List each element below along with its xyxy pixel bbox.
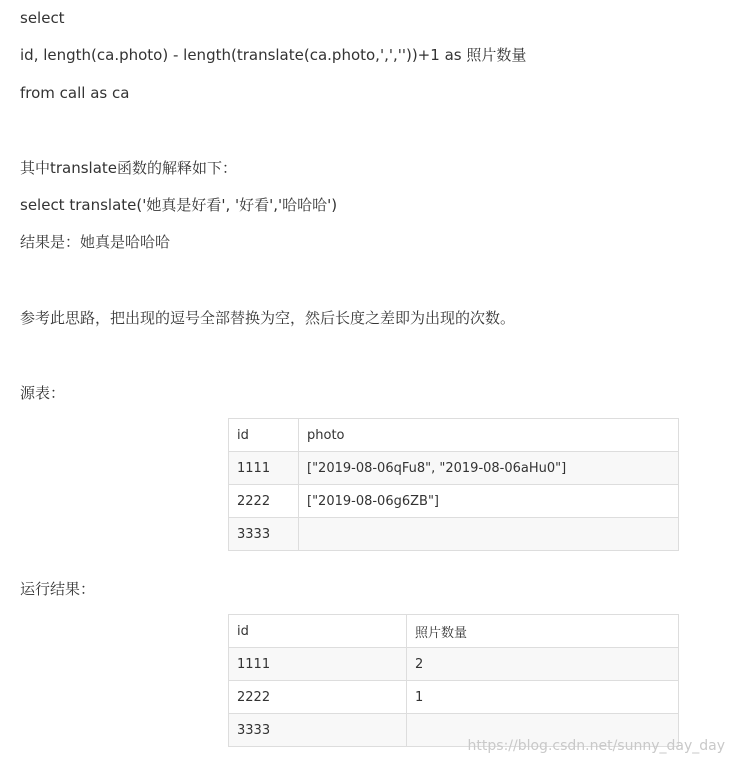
- code-line-select: select: [20, 9, 65, 27]
- result-table: [228, 614, 679, 747]
- cell-id: 3333: [229, 518, 299, 551]
- result-table-label: 运行结果：: [20, 580, 96, 598]
- cell-photo-count: 2: [407, 648, 679, 681]
- cell-id: 1111: [229, 648, 407, 681]
- cell-id: 3333: [229, 714, 407, 747]
- cell-photo: ["2019-08-06g6ZB"]: [299, 485, 679, 518]
- cell-id: 2222: [229, 681, 407, 714]
- translate-example-result: 结果是：她真是哈哈哈: [20, 233, 171, 251]
- watermark-text: https://blog.csdn.net/sunny_day_day: [467, 738, 725, 754]
- column-header-id: id: [229, 615, 407, 648]
- cell-photo: ["2019-08-06qFu8", "2019-08-06aHu0"]: [299, 452, 679, 485]
- table-row: [229, 518, 679, 551]
- table-header-row: [229, 615, 679, 648]
- table-row: [229, 485, 679, 518]
- translate-example-code: select translate('她真是好看', '好看','哈哈哈'): [20, 196, 338, 214]
- column-header-photo-count: 照片数量: [407, 615, 679, 648]
- column-header-id: id: [229, 419, 299, 452]
- cell-photo-count: 1: [407, 681, 679, 714]
- column-header-photo: photo: [299, 419, 679, 452]
- table-row: [229, 452, 679, 485]
- cell-id: 2222: [229, 485, 299, 518]
- code-line-from: from call as ca: [20, 84, 130, 102]
- source-table: [228, 418, 679, 551]
- code-line-columns: id, length(ca.photo) - length(translate(ca.photo,',',''))+1 as 照片数量: [20, 46, 527, 64]
- source-table-label: 源表：: [20, 384, 66, 402]
- cell-id: 1111: [229, 452, 299, 485]
- approach-paragraph: 参考此思路，把出现的逗号全部替换为空，然后长度之差即为出现的次数。: [20, 309, 516, 327]
- translate-explanation-heading: 其中translate函数的解释如下：: [20, 159, 238, 177]
- table-row: [229, 681, 679, 714]
- table-header-row: [229, 419, 679, 452]
- cell-photo: [299, 518, 679, 551]
- table-row: [229, 648, 679, 681]
